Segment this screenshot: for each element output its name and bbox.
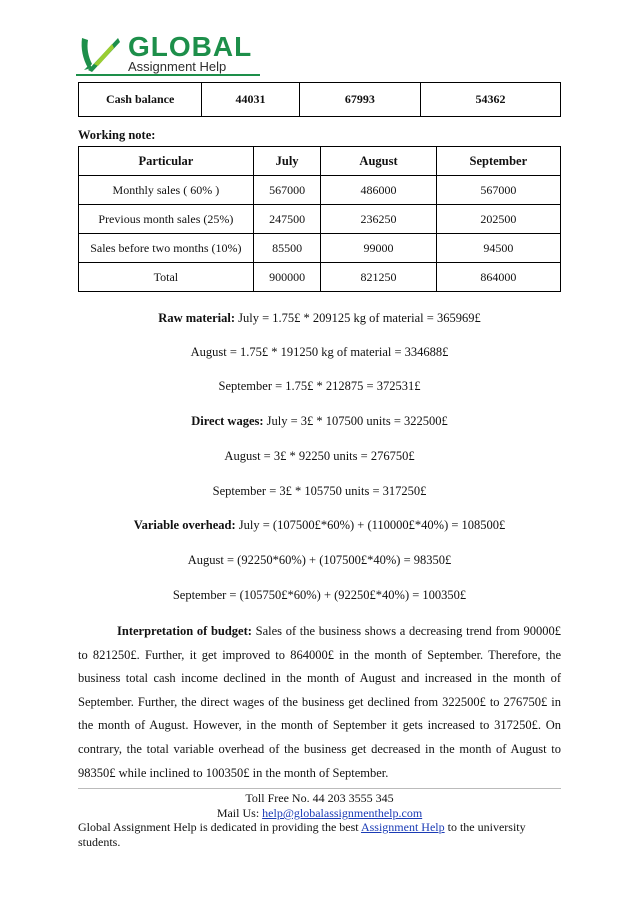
table-row xyxy=(79,205,561,234)
table-cell: 900000 xyxy=(253,263,321,292)
brand-logo xyxy=(78,32,278,76)
calc-raw-material-august: August = 1.75£ * 191250 kg of material = 334688£ xyxy=(190,345,449,359)
table-cell: 567000 xyxy=(253,176,321,205)
assignment-help-link[interactable]: Assignment Help xyxy=(360,820,445,834)
cash-balance-august: 67993 xyxy=(299,83,420,117)
brand-name: GLOBAL xyxy=(128,31,253,62)
cash-balance-september: 54362 xyxy=(420,83,560,117)
cash-balance-july: 44031 xyxy=(202,83,299,117)
working-note-table xyxy=(78,146,561,292)
table-cell: 864000 xyxy=(436,263,560,292)
footer-divider xyxy=(78,788,561,789)
cash-balance-table xyxy=(78,82,561,117)
footer-tagline: Global Assignment Help is dedicated in providing the best Assignment Help to the university students. xyxy=(78,820,526,849)
table-cell: Total xyxy=(79,263,254,292)
calc-direct-wages-september: September = 3£ * 105750 units = 317250£ xyxy=(212,484,427,498)
table-cell: 202500 xyxy=(436,205,560,234)
calc-direct-wages-august: August = 3£ * 92250 units = 276750£ xyxy=(224,449,415,463)
header-august: August xyxy=(321,147,436,176)
header-july: July xyxy=(253,147,321,176)
table-cell: 247500 xyxy=(253,205,321,234)
cash-balance-label: Cash balance xyxy=(79,83,202,117)
table-cell: 236250 xyxy=(321,205,436,234)
interpretation-paragraph: Interpretation of budget: Sales of the business shows a decreasing trend from 90000£ to 821250£. Further, it get improved to 864000£ in the month of September. Therefore, the business total cash income declined in the month of August and increased in the month of September. Further, the direct wages of the business get declined from 322500£ to 276750£ in the month of August. However, in the month of September it gets increased to 317250£. On contrary, the total variable overhead of the business get decreased in the month of August to 98350£ while inclined to 100350£ in the month of September. xyxy=(78,624,561,780)
footer-mail: Mail Us: help@globalassignmenthelp.com xyxy=(216,806,423,820)
table-row xyxy=(79,176,561,205)
table-cell: 486000 xyxy=(321,176,436,205)
brand-tagline: Assignment Help xyxy=(128,59,227,74)
table-cell: 821250 xyxy=(321,263,436,292)
table-row xyxy=(79,83,561,117)
table-cell: 85500 xyxy=(253,234,321,263)
header-particular: Particular xyxy=(79,147,254,176)
calc-variable-overhead-august: August = (92250*60%) + (107500£*40%) = 98350£ xyxy=(187,553,452,567)
table-row xyxy=(79,234,561,263)
working-note-label: Working note: xyxy=(78,128,156,142)
mail-link[interactable]: help@globalassignmenthelp.com xyxy=(262,806,423,820)
logo-divider xyxy=(76,74,260,76)
table-header-row xyxy=(79,147,561,176)
pen-nib-icon xyxy=(78,34,122,74)
footer-phone: Toll Free No. 44 203 3555 345 xyxy=(245,791,394,805)
calc-direct-wages-july: Direct wages: July = 3£ * 107500 units = 322500£ xyxy=(191,414,448,428)
table-cell: Previous month sales (25%) xyxy=(79,205,254,234)
table-cell: 99000 xyxy=(321,234,436,263)
table-cell: Monthly sales ( 60% ) xyxy=(79,176,254,205)
calc-raw-material-july: Raw material: July = 1.75£ * 209125 kg of material = 365969£ xyxy=(158,311,481,325)
header-september: September xyxy=(436,147,560,176)
calc-variable-overhead-september: September = (105750£*60%) + (92250£*40%) = 100350£ xyxy=(172,588,467,602)
calc-variable-overhead-july: Variable overhead: July = (107500£*60%) + (110000£*40%) = 108500£ xyxy=(133,518,506,532)
table-row xyxy=(79,263,561,292)
calc-raw-material-september: September = 1.75£ * 212875 = 372531£ xyxy=(218,379,421,393)
table-cell: 94500 xyxy=(436,234,560,263)
table-cell: Sales before two months (10%) xyxy=(79,234,254,263)
table-cell: 567000 xyxy=(436,176,560,205)
